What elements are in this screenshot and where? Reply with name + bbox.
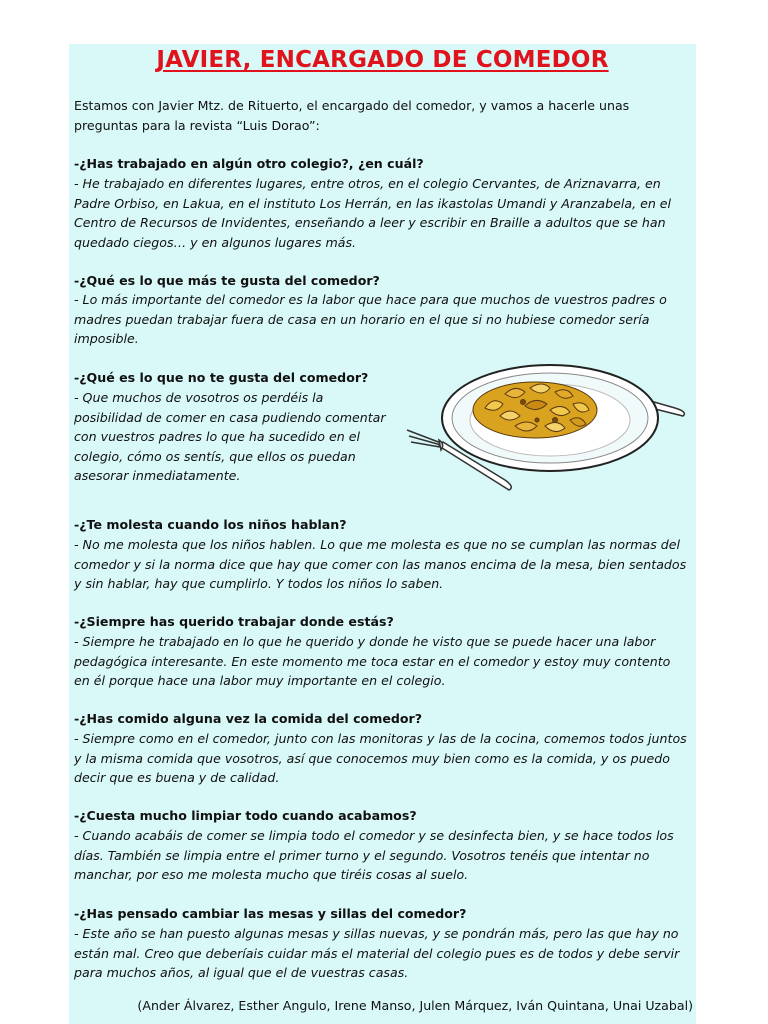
credits: (Ander Álvarez, Esther Angulo, Irene Manso, Julen Márquez, Iván Quintana, Unai Uzabal)	[137, 998, 693, 1013]
question-1: -¿Has trabajado en algún otro colegio?, ¿en cuál?	[74, 156, 424, 171]
answer-4: - No me molesta que los niños hablen. Lo que me molesta es que no se cumplan las normas del comedor y si la norma dice que hay que comer con las manos encima de la mesa, bien sentados y sin hablar, hay que cumplirlo. Y todos los niños lo saben.	[74, 537, 687, 591]
answer-1: - He trabajado en diferentes lugares, entre otros, en el colegio Cervantes, de Ariznavarra, en Padre Orbiso, en Lakua, en el instituto Los Herrán, en las ikastolas Umandi y Aranzabela, en el Centro de Recursos de Invidentes, enseñando a leer y escribir en Braille a adultos que se han quedado ciegos… y en algunos lugares más.	[74, 176, 672, 250]
plate-illustration	[405, 360, 690, 495]
page-title: JAVIER, ENCARGADO DE COMEDOR	[156, 47, 609, 73]
answer-8: - Este año se han puesto algunas mesas y sillas nuevas, y se pondrán más, pero las que hay no están mal. Creo que deberíais cuidar más el material del colegio pues es de todos y debe servir para muchos años, al igual que el de vuestras casas.	[74, 926, 680, 980]
answer-7: - Cuando acabáis de comer se limpia todo el comedor y se desinfecta bien, y se hace todos los días. También se limpia entre el primer turno y el segundo. Vosotros tenéis que intentar no manchar, por eso me molesta mucho que tiréis cosas al suelo.	[74, 828, 674, 882]
answer-6: - Siempre como en el comedor, junto con las monitoras y las de la cocina, comemos todos juntos y la misma comida que vosotros, así que conocemos muy bien como es la comida, y os puedo decir que es buena y de calidad.	[74, 731, 687, 785]
question-4: -¿Te molesta cuando los niños hablan?	[74, 517, 347, 532]
answer-3: - Que muchos de vosotros os perdéis la posibilidad de comer en casa pudiendo comentar con vuestros padres lo que ha sucedido en el colegio, cómo os sentís, que ellos os puedan asesorar inmediatamente.	[74, 390, 386, 483]
question-5: -¿Siempre has querido trabajar donde estás?	[74, 614, 394, 629]
answer-2: - Lo más importante del comedor es la labor que hace para que muchos de vuestros padres o madres puedan trabajar fuera de casa en un horario en el que si no hubiese comedor sería imposible.	[74, 292, 667, 346]
intro-paragraph: Estamos con Javier Mtz. de Rituerto, el encargado del comedor, y vamos a hacerle unas preguntas para la revista “Luis Dorao”:	[74, 98, 630, 133]
pasta-icon	[473, 382, 597, 438]
question-3: -¿Qué es lo que no te gusta del comedor?	[74, 370, 369, 385]
question-8: -¿Has pensado cambiar las mesas y sillas del comedor?	[74, 906, 467, 921]
question-6: -¿Has comido alguna vez la comida del comedor?	[74, 711, 423, 726]
question-2: -¿Qué es lo que más te gusta del comedor?	[74, 273, 380, 288]
question-7: -¿Cuesta mucho limpiar todo cuando acabamos?	[74, 808, 417, 823]
answer-5: - Siempre he trabajado en lo que he querido y donde he visto que se puede hacer una labor pedagógica interesante. En este momento me toca estar en el comedor y estoy muy contento en él porque hace una labor muy importante en el colegio.	[74, 634, 671, 688]
